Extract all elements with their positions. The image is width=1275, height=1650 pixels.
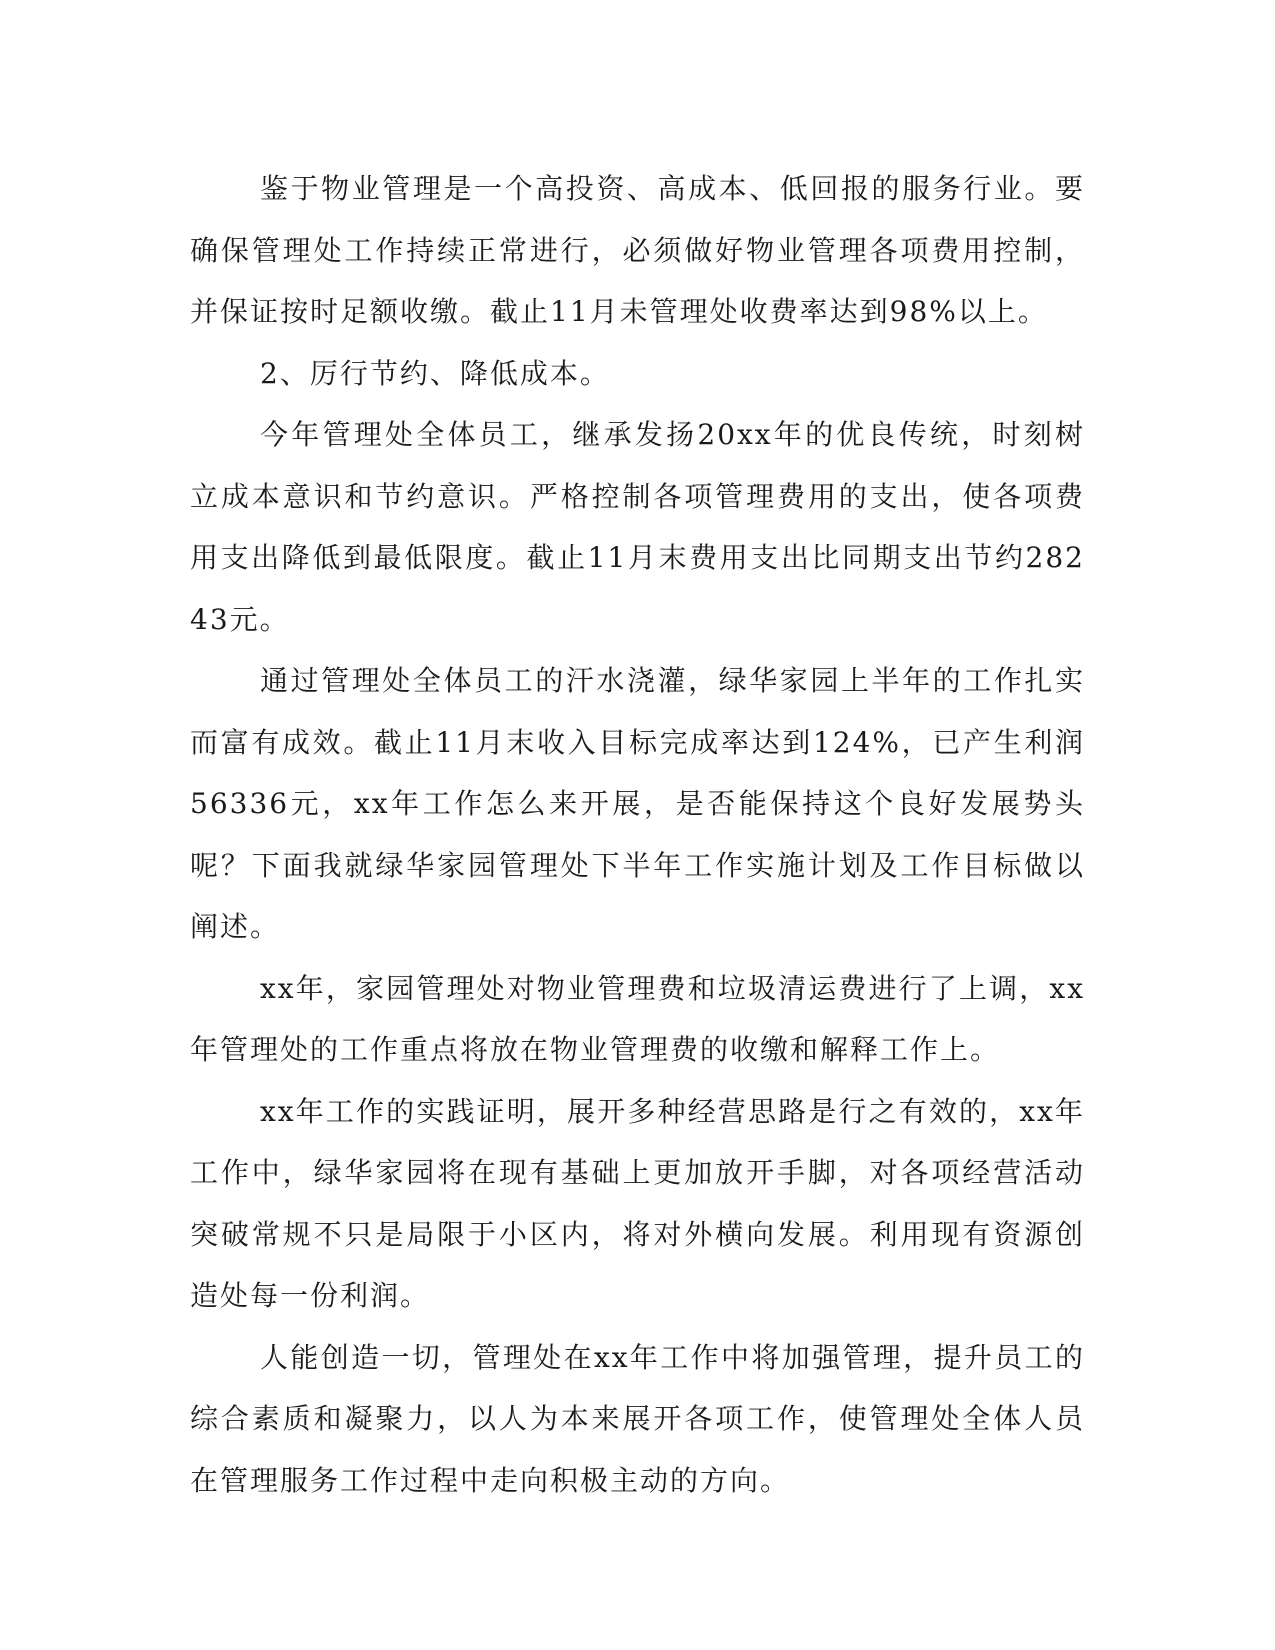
paragraph-fee-adjustment: xx年，家园管理处对物业管理费和垃圾清运费进行了上调，xx年管理处的工作重点将放在物业管理费的收缴和解释工作上。 xyxy=(190,971,1085,1066)
paragraph-staff-management: 人能创造一切，管理处在xx年工作中将加强管理，提升员工的综合素质和凝聚力，以人为本来展开各项工作，使管理处全体人员在管理服务工作过程中走向积极主动的方向。 xyxy=(190,1340,1085,1497)
paragraph-first-half-results: 通过管理处全体员工的汗水浇灌，绿华家园上半年的工作扎实而富有成效。截止11月末收入目标完成率达到124%，已产生利润56336元，xx年工作怎么来开展，是否能保持这个良好发展势头呢？下面我就绿华家园管理处下半年工作实施计划及工作目标做以阐述。 xyxy=(190,664,1085,943)
paragraph-heading-cost-saving: 2、厉行节约、降低成本。 xyxy=(260,356,610,390)
document-body xyxy=(190,158,1085,1511)
paragraph-fee-control: 鉴于物业管理是一个高投资、高成本、低回报的服务行业。要确保管理处工作持续正常进行，必须做好物业管理各项费用控制，并保证按时足额收缴。截止11月未管理处收费率达到98%以上。 xyxy=(190,172,1085,328)
paragraph-diversified-operations: xx年工作的实践证明，展开多种经营思路是行之有效的，xx年工作中，绿华家园将在现有基础上更加放开手脚，对各项经营活动突破常规不只是局限于小区内，将对外横向发展。利用现有资源创造处每一份利润。 xyxy=(190,1094,1085,1312)
paragraph-cost-awareness: 今年管理处全体员工，继承发扬20xx年的优良传统，时刻树立成本意识和节约意识。严格控制各项管理费用的支出，使各项费用支出降低到最低限度。截止11月末费用支出比同期支出节约28243元。 xyxy=(190,418,1085,636)
